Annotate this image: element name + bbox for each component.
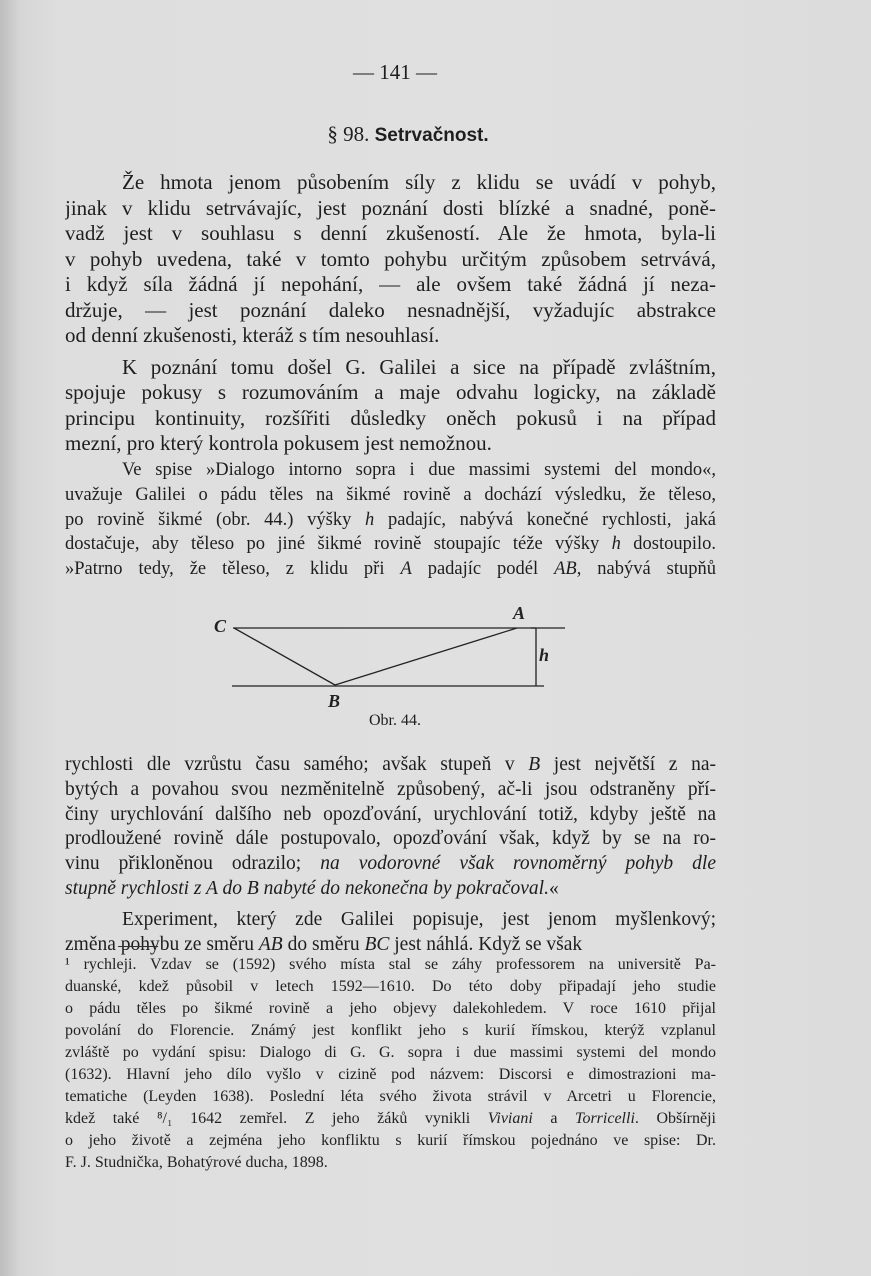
text-line: [65, 557, 716, 582]
text-segment: , nabývá stupňů: [576, 559, 716, 580]
text-segment: dostoupilo.: [620, 534, 716, 555]
text-segment: držuje, — jest poznání daleko nesnadnější, vyžadujíc abstrakce: [65, 297, 716, 322]
text-segment: v pohyb uvedena, také v tomto pohybu určitým způsobem setrvává,: [65, 246, 716, 271]
text-segment: rychlosti dle vzrůstu času samého; avšak stupeň v: [65, 754, 529, 775]
line-b-a: [335, 628, 517, 685]
text-segment: jinak v klidu setrvávajíc, jest poznání dosti blízké a snadné, poně-: [65, 195, 716, 220]
text-line: [65, 170, 716, 196]
text-segment: o pádu těles po šikmé rovině a jeho objevy dalekohledem. V roce 1610 přijal: [65, 1000, 716, 1017]
label-c: C: [214, 616, 227, 636]
text-line: [65, 323, 716, 349]
italic-text: h: [611, 534, 621, 555]
figure-44: [0, 595, 871, 715]
text-line: [65, 247, 716, 273]
text-segment: mezní, pro který kontrola pokusem jest nemožnou.: [65, 431, 492, 455]
text-segment: ¹ rychleji. Vzdav se (1592) svého místa stal se záhy professorem na universitě Pa-: [65, 956, 716, 973]
page-number: — 141 —: [353, 60, 437, 84]
italic-text: h: [365, 509, 375, 530]
italic-text: BC: [364, 933, 390, 955]
text-segment: činy urychlování dalšího neb opozďování, urychlování totiž, kdyby ještě na: [65, 803, 716, 825]
figure-caption: Obr. 44.: [369, 712, 421, 729]
text-line: [65, 778, 716, 803]
text-line: [65, 852, 716, 877]
quote-paragraph: [65, 458, 716, 582]
italic-text: Viviani: [487, 1110, 533, 1127]
text-segment: duanské, kdež působil v letech 1592—1610. Do této doby připadají jeho studie: [65, 978, 716, 995]
text-line: [65, 954, 716, 976]
italic-text: AB: [554, 559, 577, 580]
text-segment: «: [548, 877, 559, 899]
text-segment: principu kontinuity, rozšířiti důsledky oněch pokusů i na případ: [65, 405, 716, 430]
text-segment: Experiment, který zde Galilei popisuje, jest jenom myšlenkový;: [122, 908, 716, 930]
italic-text: na vodorovné však rovnoměrný pohyb dle: [320, 853, 716, 875]
italic-text: stupně rychlosti z A do B nabyté do nekonečna by pokračoval.: [65, 877, 549, 899]
text-segment: Že hmota jenom působením síly z klidu se uvádí v pohyb,: [122, 170, 716, 194]
text-line: [65, 431, 716, 457]
text-segment: zvláště po vydání spisu: Dialogo di G. G. sopra i due massimi systemi del mondo: [65, 1044, 716, 1061]
text-line: [65, 1108, 716, 1130]
footnote-rule: [118, 946, 158, 947]
text-line: [65, 1130, 716, 1152]
text-line: [65, 532, 716, 557]
text-line: [65, 355, 716, 381]
text-segment: F. J. Studnička, Bohatýrové ducha, 1898.: [65, 1154, 328, 1171]
text-segment: (1632). Hlavní jeho dílo vyšlo v cizině pod názvem: Discorsi e dimostrazioni ma-: [65, 1066, 716, 1083]
text-line: [65, 827, 716, 852]
text-segment: uvažuje Galilei o pádu těles na šikmé rovině a dochází výsledku, že těleso,: [65, 484, 716, 505]
italic-text: A: [400, 559, 412, 580]
section-title: Setrvačnost.: [374, 125, 489, 146]
text-line: [65, 1020, 716, 1042]
text-line: [65, 908, 716, 933]
text-line: [65, 998, 716, 1020]
text-line: [65, 406, 716, 432]
text-line: [65, 272, 716, 298]
text-segment: . Obšírněji: [634, 1110, 716, 1127]
text-line: [65, 1152, 716, 1174]
text-line: [65, 483, 716, 508]
italic-text: Torricelli: [575, 1110, 635, 1127]
footnote: [65, 954, 716, 1174]
text-segment: padajíc podél: [411, 559, 555, 580]
text-after-figure: [65, 753, 716, 957]
text-line: [65, 1042, 716, 1064]
label-h: h: [539, 645, 550, 665]
text-segment: prodloužené rovině dále postupovalo, opozďování však, když by se na ro-: [65, 828, 716, 850]
section-number: § 98.: [327, 122, 370, 146]
text-segment: i když síla žádná jí nepohání, — ale ovšem také žádná jí neza-: [65, 272, 716, 296]
text-segment: dostačuje, aby těleso po jiné šikmé rovině stoupajíc téže výšky: [65, 534, 612, 555]
text-line: [65, 976, 716, 998]
text-segment: bytých a povahou svou nezměnitelně způsobený, ač-li jsou odstraněny pří-: [65, 778, 716, 800]
text-segment: padajíc, nabývá konečné rychlosti, jaká: [374, 509, 716, 530]
text-line: [65, 196, 716, 222]
label-a: A: [513, 603, 526, 623]
text-segment: změna pohybu ze směru: [65, 933, 259, 955]
text-segment: a: [532, 1110, 576, 1127]
italic-text: AB: [258, 933, 283, 955]
label-b: B: [328, 691, 341, 711]
text-line: [65, 1086, 716, 1108]
text-segment: »Patrno tedy, že těleso, z klidu při: [65, 559, 401, 580]
text-line: [65, 380, 716, 406]
text-segment: tematiche (Leyden 1638). Poslední léta svého života strávil v Arcetri u Florencie,: [65, 1088, 716, 1105]
text-segment: spojuje pokusy s rozumováním a maje odvahu logicky, na základě: [65, 380, 716, 404]
text-line: [65, 753, 716, 778]
italic-text: B: [528, 754, 541, 775]
text-segment: K poznání tomu došel G. Galilei a sice na případě zvláštním,: [122, 354, 716, 379]
text-segment: Ve spise »Dialogo intorno sopra i due massimi systemi del mondo«,: [122, 460, 716, 480]
text-segment: jest největší z na-: [540, 754, 716, 775]
text-line: [65, 877, 716, 902]
text-segment: po rovině šikmé (obr. 44.) výšky: [65, 509, 366, 530]
text-segment: vadž jest v souhlasu s denní zkušeností. Ale že hmota, byla-li: [65, 221, 716, 245]
text-line: [65, 508, 716, 533]
text-line: [65, 298, 716, 324]
text-segment: od denní zkušenosti, kteráž s tím nesouhlasí.: [65, 323, 440, 347]
text-line: [65, 1064, 716, 1086]
section-heading: [0, 122, 816, 147]
text-segment: jest náhlá. Když se však: [389, 933, 583, 955]
text-line: [65, 221, 716, 247]
line-c-b: [234, 628, 335, 685]
text-line: [65, 458, 716, 483]
text-segment: o jeho životě a zejména jeho konfliktu s kurií římskou pojednáno ve spise: Dr.: [65, 1132, 716, 1149]
text-segment: vinu přikloněnou odrazilo;: [65, 853, 321, 875]
main-text: [65, 170, 716, 457]
text-segment: kdež také ⁸/₁ 1642 zemřel. Z jeho žáků vynikli: [65, 1110, 488, 1127]
text-segment: povolání do Florencie. Známý jest konflikt jeho s kurií římskou, kterýž vzplanul: [65, 1022, 716, 1039]
text-segment: do směru: [282, 933, 365, 955]
text-line: [65, 803, 716, 828]
